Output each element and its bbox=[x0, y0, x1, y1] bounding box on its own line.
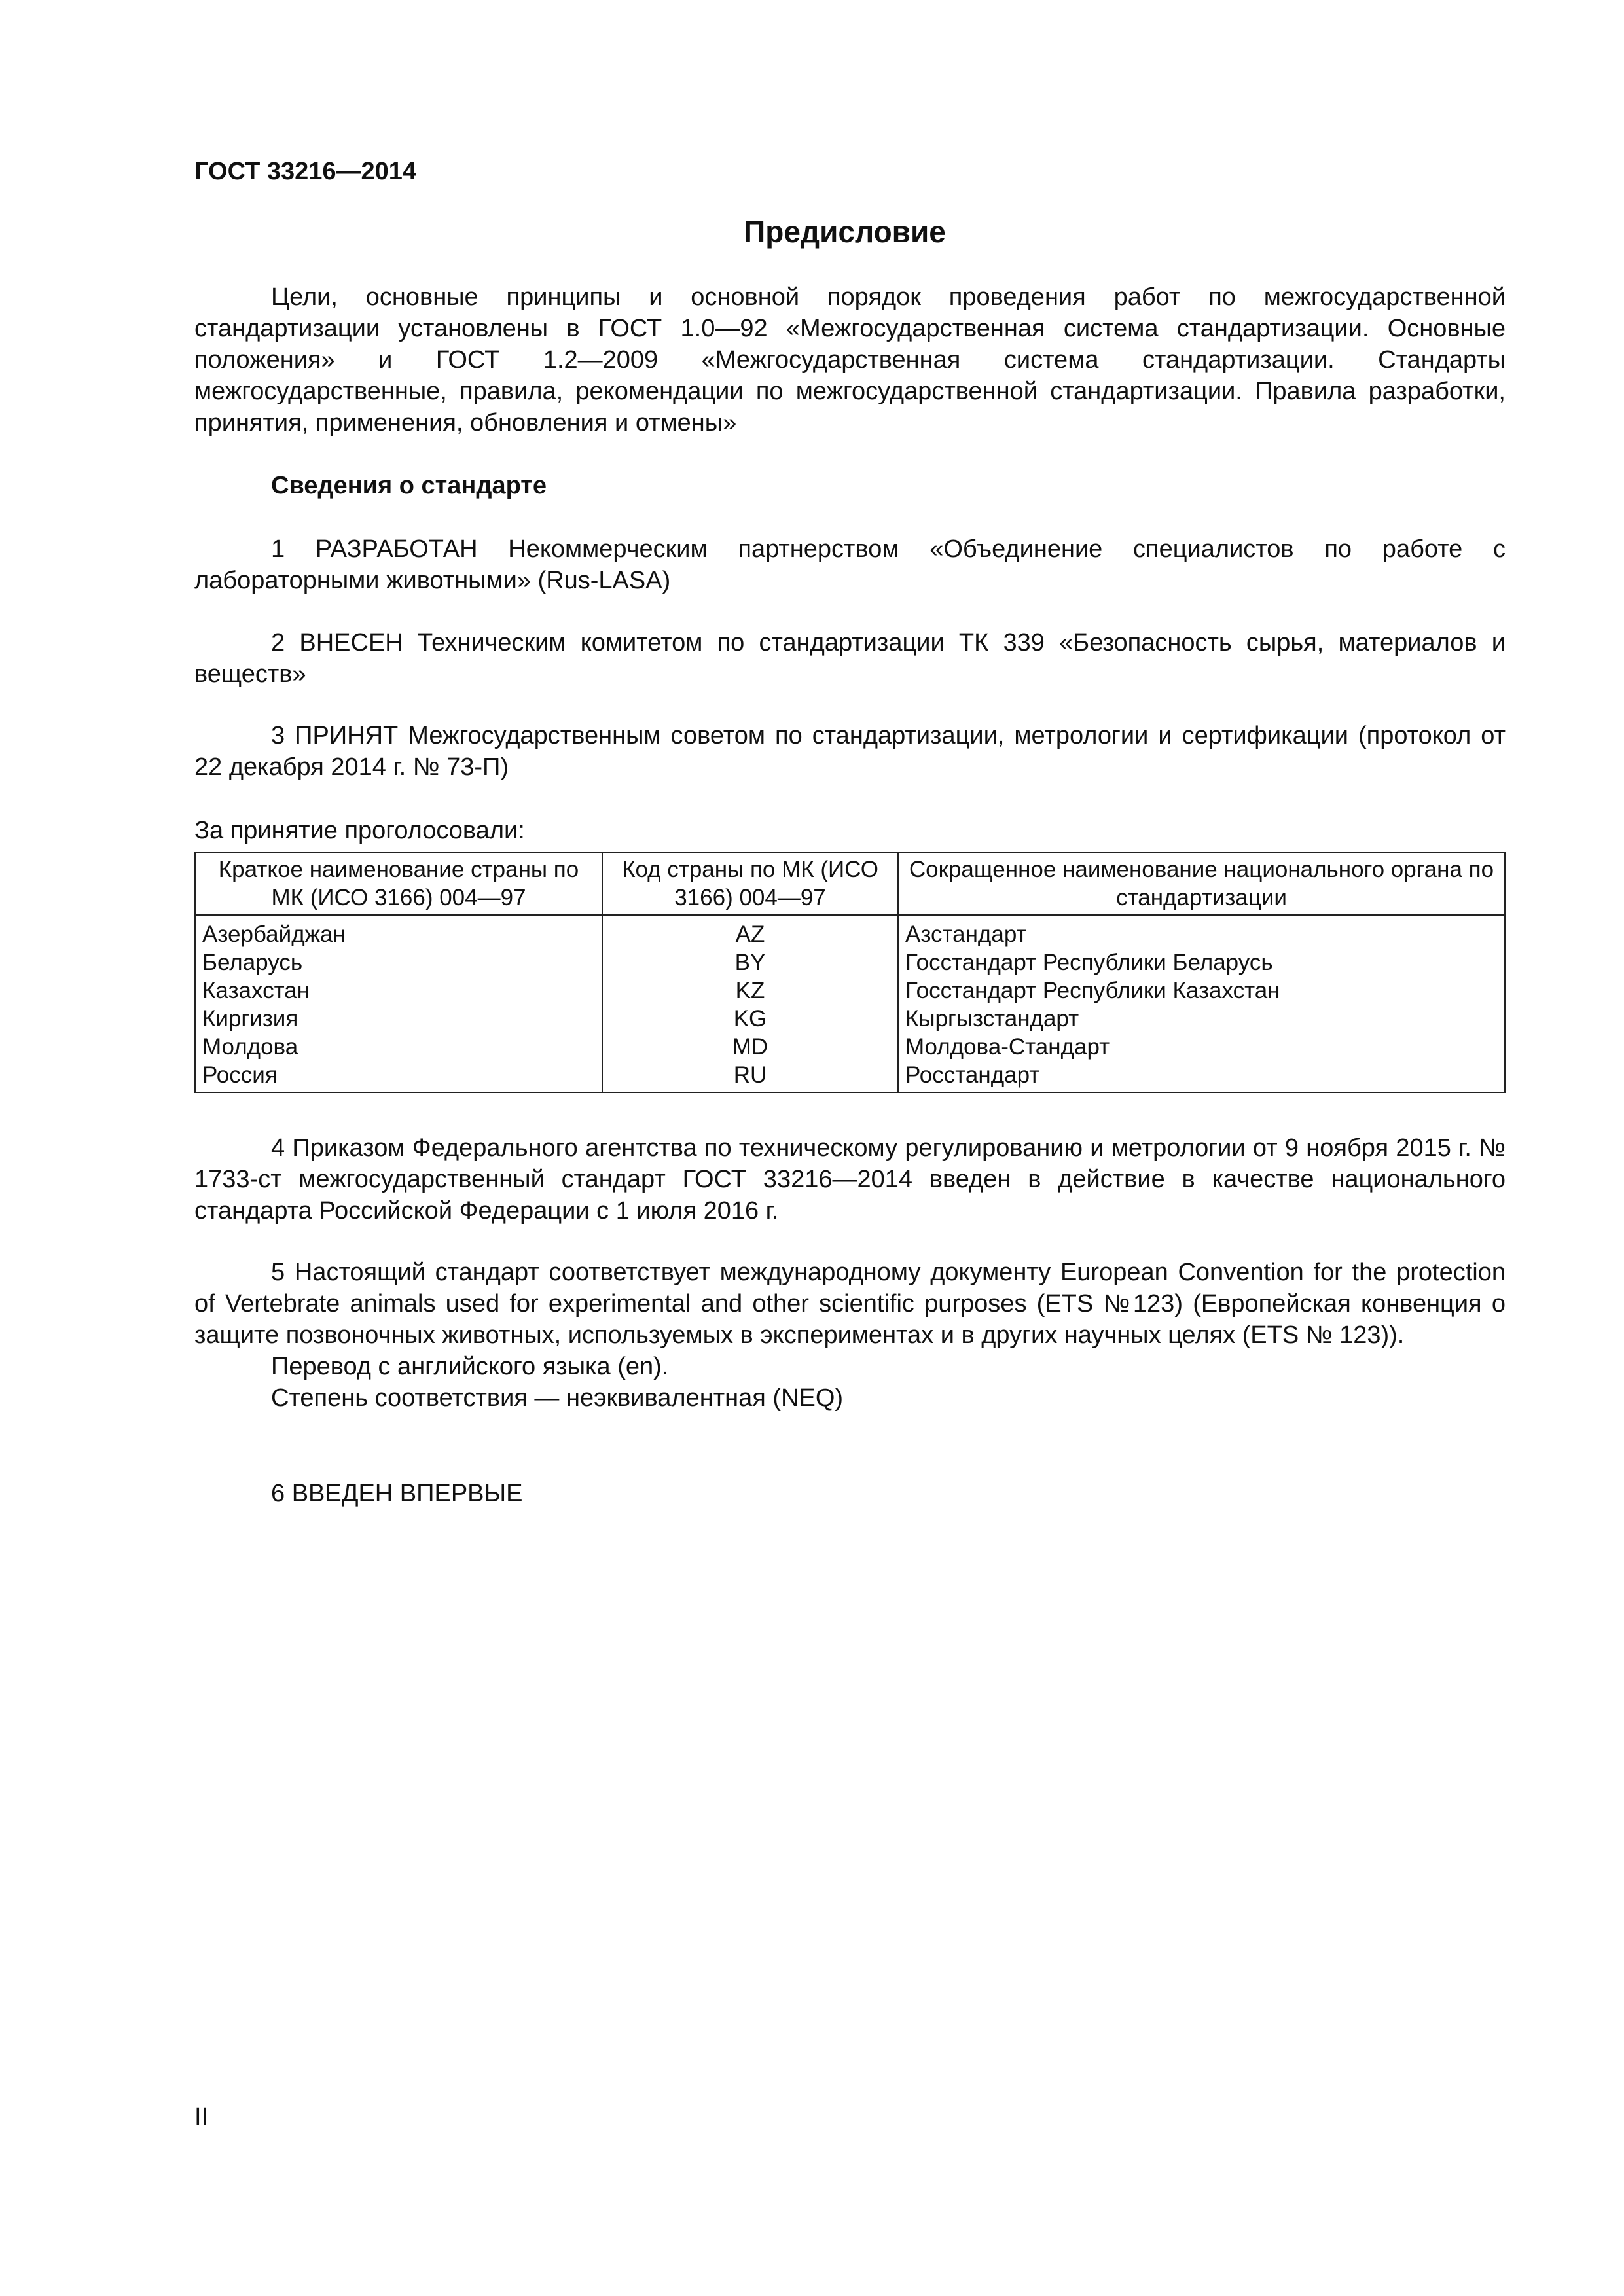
item-5-translation: Перевод с английского языка (en). bbox=[271, 1353, 669, 1380]
item-5-paragraph bbox=[194, 1257, 1506, 1414]
intro-paragraph bbox=[194, 281, 1506, 439]
table-header-row bbox=[195, 853, 1505, 915]
table-cell-code: MD bbox=[602, 1033, 898, 1061]
table-cell-body: Азстандарт bbox=[898, 915, 1505, 948]
table-cell-body: Росстандарт bbox=[898, 1061, 1505, 1092]
voting-countries-table bbox=[194, 852, 1506, 1093]
vote-label: За принятие проголосовали: bbox=[194, 817, 525, 844]
page-number: II bbox=[194, 2103, 209, 2130]
document-header: ГОСТ 33216—2014 bbox=[194, 158, 417, 185]
table-header-country: Краткое наименование страны по МК (ИСО 3166) 004—97 bbox=[195, 853, 602, 915]
item-6-text: 6 ВВЕДЕН ВПЕРВЫЕ bbox=[271, 1480, 523, 1507]
table-row bbox=[195, 1061, 1505, 1092]
info-heading-block bbox=[194, 470, 1506, 501]
table-row bbox=[195, 977, 1505, 1005]
table-cell-body: Кыргызстандарт bbox=[898, 1005, 1505, 1033]
table-cell-body: Госстандарт Республики Казахстан bbox=[898, 977, 1505, 1005]
vote-label-block bbox=[194, 815, 1506, 846]
table-cell-country: Молдова bbox=[195, 1033, 602, 1061]
table-row bbox=[195, 948, 1505, 977]
table-cell-code: KG bbox=[602, 1005, 898, 1033]
item-4-paragraph bbox=[194, 1132, 1506, 1227]
table-cell-code: RU bbox=[602, 1061, 898, 1092]
intro-text: Цели, основные принципы и основной порядок проведения работ по межгосударственной стандартизации установлены в ГОСТ 1.0—92 «Межгосударственная система стандартизации. Основные положения» и ГОСТ 1.2—2009 «Межгосударственная система стандартизации. Стандарты межгосударственные, правила, рекомендации по межгосударственной стандартизации. Правила разработки, принятия, применения, обновления и отмены» bbox=[194, 283, 1506, 437]
table-cell-country: Азербайджан bbox=[195, 915, 602, 948]
item-5-degree: Степень соответствия — неэквивалентная (NEQ) bbox=[271, 1384, 844, 1412]
table-cell-code: AZ bbox=[602, 915, 898, 948]
item-5-text: 5 Настоящий стандарт соответствует международному документу European Convention for the protection of Vertebrate animals used for experimental and other scientific purposes (ETS №123) (Европейская конвенция о защите позвоночных животных, используемых в экспериментах и в других научных целях (ETS № 123)). bbox=[194, 1259, 1506, 1349]
table-row bbox=[195, 1033, 1505, 1061]
item-2-text: 2 ВНЕСЕН Техническим комитетом по стандартизации ТК 339 «Безопасность сырья, материалов и веществ» bbox=[194, 629, 1506, 688]
item-3-text: 3 ПРИНЯТ Межгосударственным советом по стандартизации, метрологии и сертификации (протокол от 22 декабря 2014 г. № 73-П) bbox=[194, 722, 1506, 781]
page-title-text: Предисловие bbox=[744, 215, 946, 249]
item-3-paragraph bbox=[194, 720, 1506, 783]
table-row bbox=[195, 1005, 1505, 1033]
item-1-text: 1 РАЗРАБОТАН Некоммерческим партнерством «Объединение специалистов по работе с лабораторными животными» (Rus-LASA) bbox=[194, 535, 1506, 594]
table-cell-country: Россия bbox=[195, 1061, 602, 1092]
table-cell-code: KZ bbox=[602, 977, 898, 1005]
table-header-code: Код страны по МК (ИСО 3166) 004—97 bbox=[602, 853, 898, 915]
info-heading: Сведения о стандарте bbox=[271, 472, 547, 499]
table-cell-body: Госстандарт Республики Беларусь bbox=[898, 948, 1505, 977]
table-cell-code: BY bbox=[602, 948, 898, 977]
item-6-paragraph bbox=[194, 1478, 1506, 1509]
item-1-paragraph bbox=[194, 533, 1506, 596]
table-header-body: Сокращенное наименование национального органа по стандартизации bbox=[898, 853, 1505, 915]
table-cell-country: Киргизия bbox=[195, 1005, 602, 1033]
item-4-text: 4 Приказом Федерального агентства по техническому регулированию и метрологии от 9 ноября 2015 г. № 1733-ст межгосударственный стандарт ГОСТ 33216—2014 введен в действие в качестве национального стандарта Российской Федерации с 1 июля 2016 г. bbox=[194, 1134, 1506, 1225]
table-row bbox=[195, 915, 1505, 948]
table-cell-country: Казахстан bbox=[195, 977, 602, 1005]
table-cell-country: Беларусь bbox=[195, 948, 602, 977]
table-cell-body: Молдова-Стандарт bbox=[898, 1033, 1505, 1061]
item-2-paragraph bbox=[194, 627, 1506, 690]
page-title bbox=[0, 213, 1624, 250]
